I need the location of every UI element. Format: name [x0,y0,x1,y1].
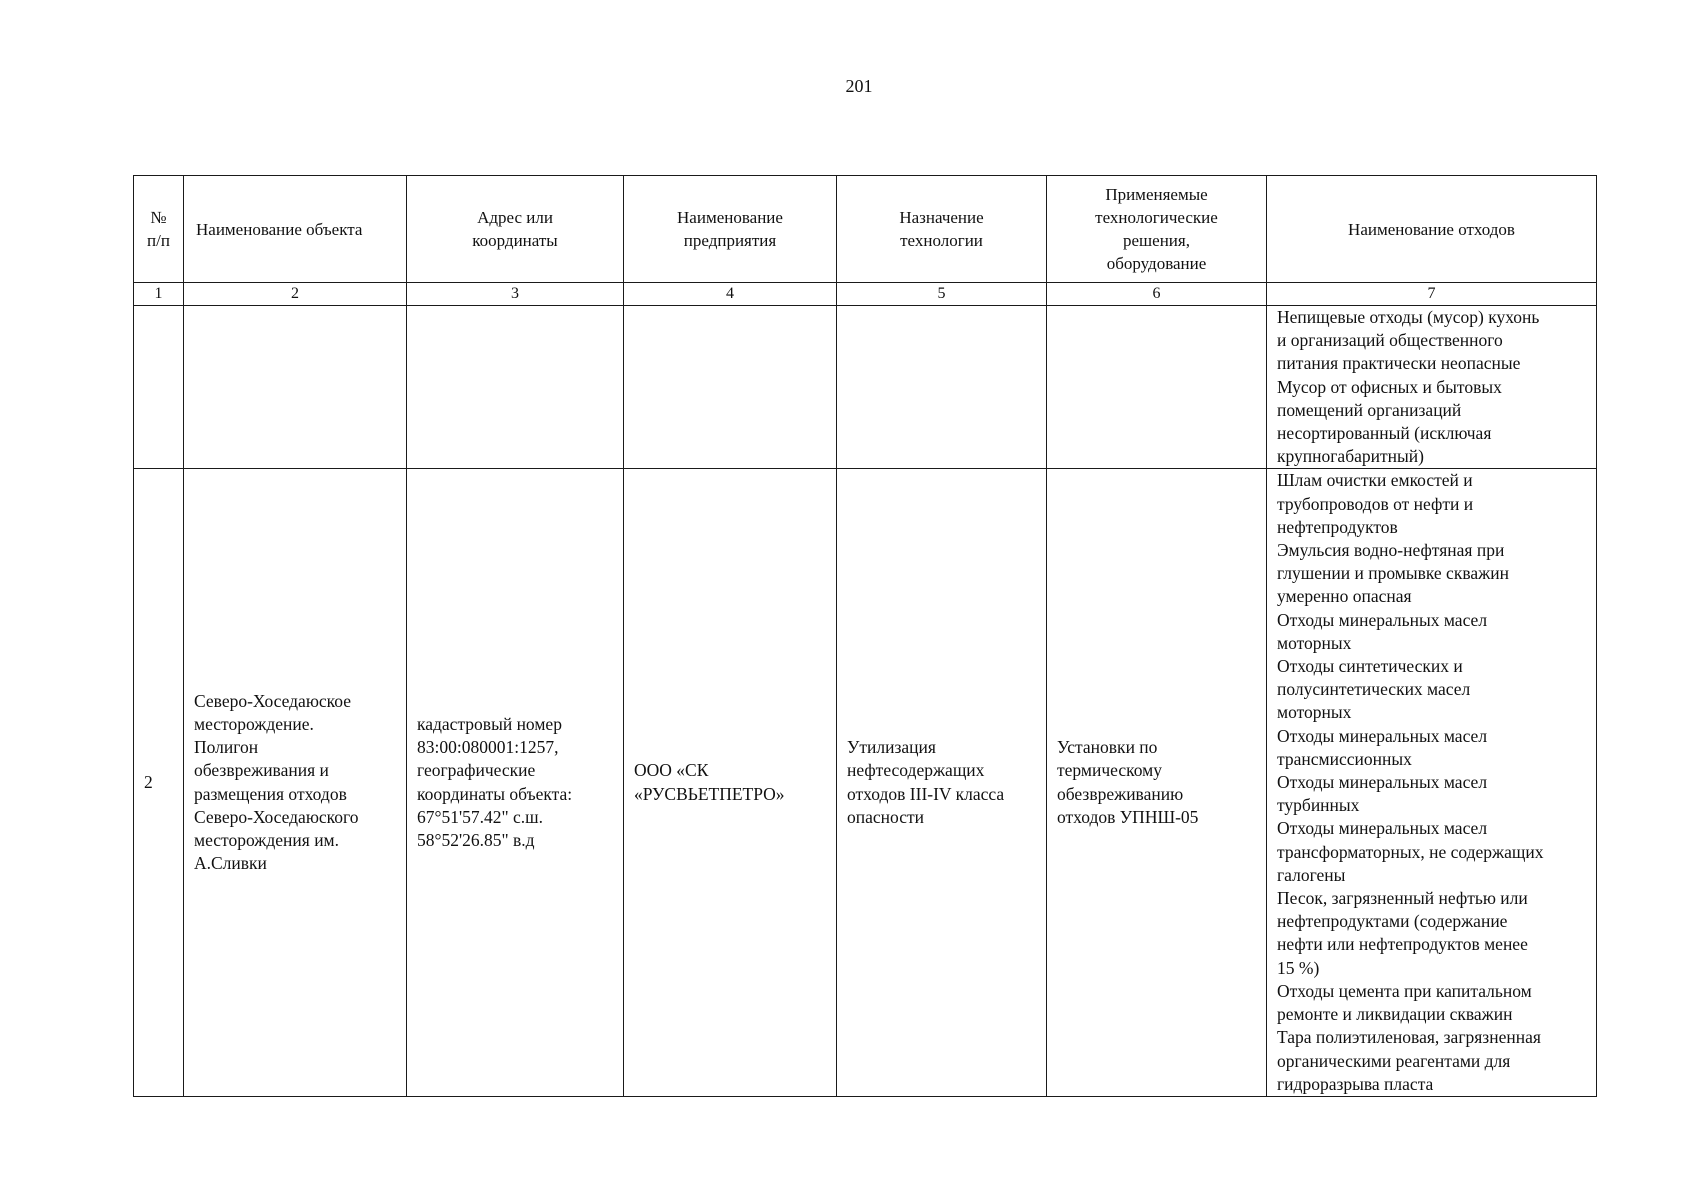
row-num-cell [134,306,184,469]
column-number: 1 [134,283,184,306]
header-address: Адрес или координаты [407,176,624,283]
column-number: 7 [1267,283,1597,306]
column-number: 5 [837,283,1047,306]
table-header-row [134,176,1597,283]
row-num-cell: 2 [134,469,184,1096]
table-row [134,306,1597,469]
object-name-cell [184,306,407,469]
column-number-row [134,283,1597,306]
enterprise-cell [624,306,837,469]
table-row [134,469,1597,1096]
waste-list-cell: Непищевые отходы (мусор) кухонь и организаций общественного питания практически неопасные Мусор от офисных и бытовых помещений организаций несортированный (исключая крупногабаритный) [1267,306,1597,469]
header-num: № п/п [134,176,184,283]
column-number: 6 [1047,283,1267,306]
header-waste: Наименование отходов [1267,176,1597,283]
waste-facilities-table [133,175,1597,1097]
header-object-name: Наименование объекта [184,176,407,283]
header-enterprise: Наименование предприятия [624,176,837,283]
column-number: 4 [624,283,837,306]
column-number: 3 [407,283,624,306]
address-cell [407,306,624,469]
purpose-cell [837,306,1047,469]
waste-list-cell: Шлам очистки емкостей и трубопроводов от нефти и нефтепродуктов Эмульсия водно-нефтяная при глушении и промывке скважин умеренно опасная Отходы минеральных масел моторных Отходы синтетических и полусинтетических масел моторных Отходы минеральных масел трансмиссионных Отходы минеральных масел турбинных Отходы минеральных масел трансформаторных, не содержащих галогены Песок, загрязненный нефтью или нефтепродуктами (содержание нефти или нефтепродуктов менее 15 %) Отходы цемента при капитальном ремонте и ликвидации скважин Тара полиэтиленовая, загрязненная органическими реагентами для гидроразрыва пласта [1267,469,1597,1096]
page-number: 201 [845,76,873,96]
solutions-cell [1047,306,1267,469]
address-cell: кадастровый номер 83:00:080001:1257, географические координаты объекта: 67°51'57.42" с.ш. 58°52'26.85" в.д [407,469,624,1096]
purpose-cell: Утилизация нефтесодержащих отходов III-IV класса опасности [837,469,1047,1096]
header-purpose: Назначение технологии [837,176,1047,283]
object-name-cell: Северо-Хоседаюское месторождение. Полигон обезвреживания и размещения отходов Северо-Хоседаюского месторождения им. А.Сливки [184,469,407,1096]
enterprise-cell: ООО «СК «РУСВЬЕТПЕТРО» [624,469,837,1096]
column-number: 2 [184,283,407,306]
solutions-cell: Установки по термическому обезвреживанию отходов УПНШ-05 [1047,469,1267,1096]
header-solutions: Применяемые технологические решения, оборудование [1047,176,1267,283]
